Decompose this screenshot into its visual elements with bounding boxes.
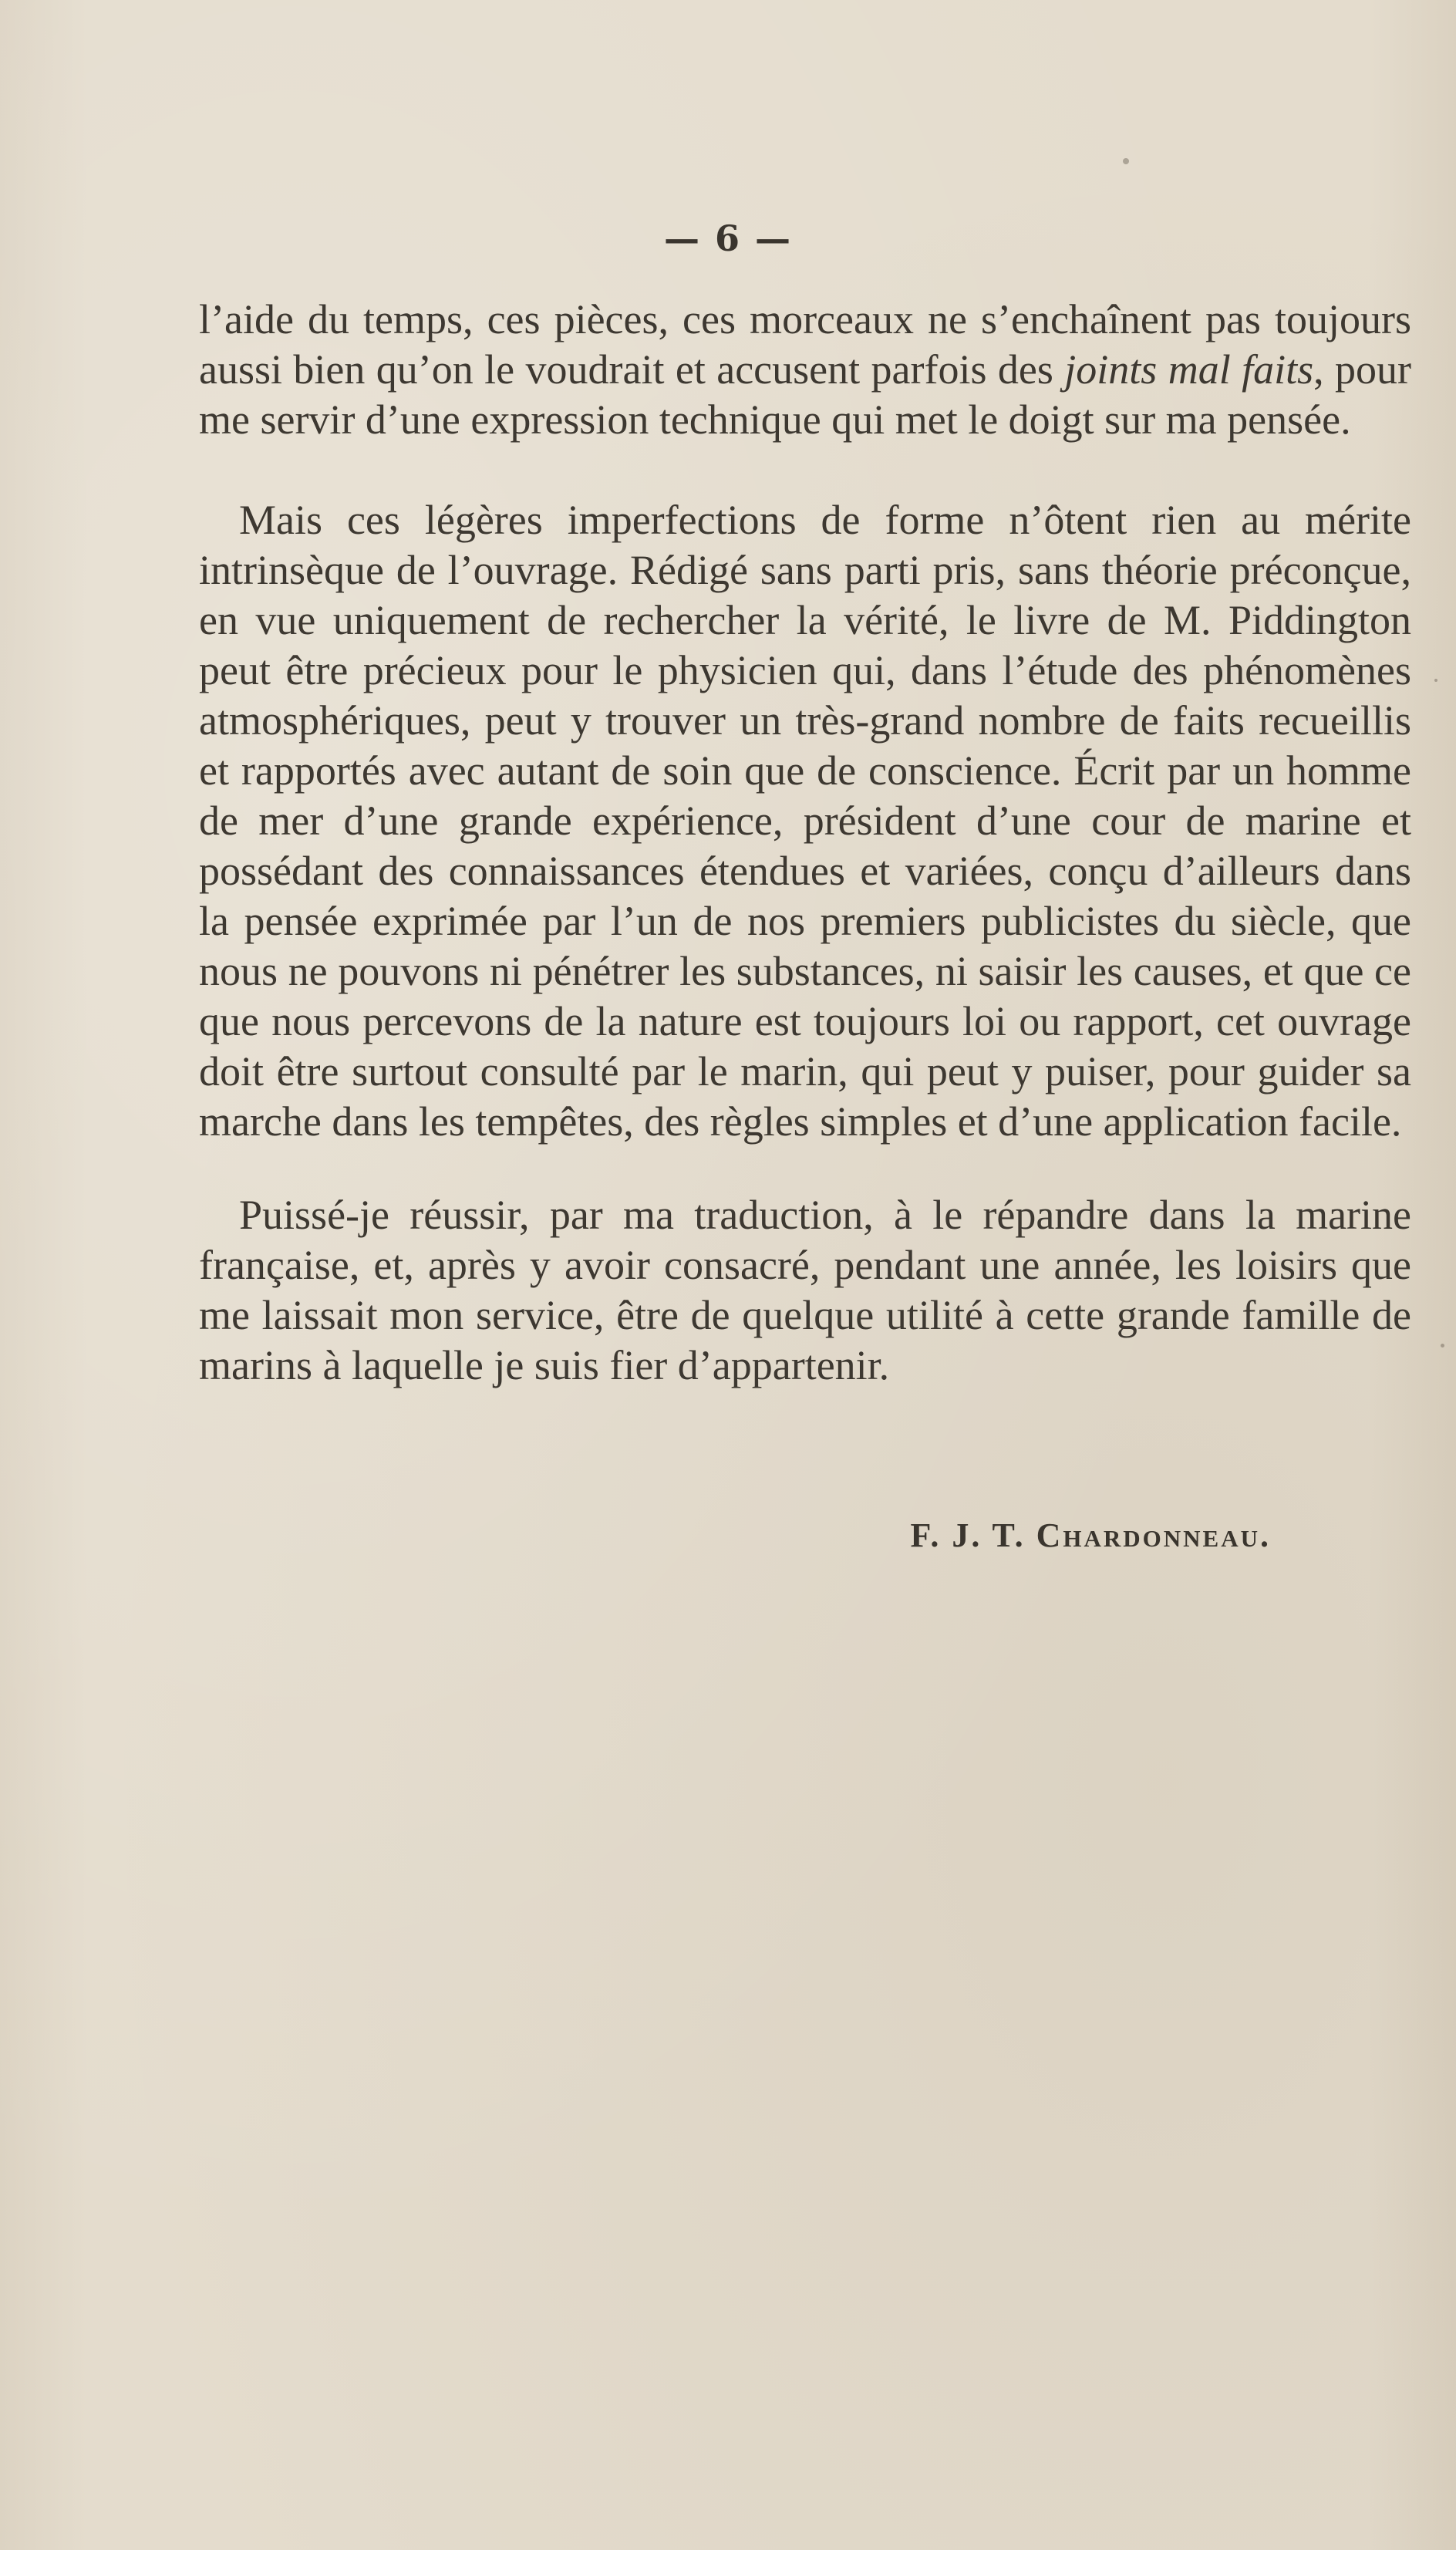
- paragraph-closing: [199, 1190, 1411, 1391]
- paper-speck: [1123, 158, 1129, 164]
- italic-phrase: joints mal faits: [1064, 346, 1314, 393]
- paper-speck: [1441, 1344, 1444, 1348]
- page-number: — 6 —: [663, 218, 793, 259]
- paragraph-continuation: [199, 295, 1411, 445]
- paragraph-body: Puissé-je réussir, par ma traduction, à le répandre dans la marine française, et, après y avoir consacré, pendant une année, les loisirs que me laissait mon service, être de quelque utilité à cette grande famille de marins à laquelle je suis fier d’appartenir.: [199, 1192, 1411, 1388]
- paragraph-text-before-italic: l’aide du temps, ces pièces, ces morceaux ne s’enchaînent pas toujours aussi bien qu’on le voudrait et accusent parfois des: [199, 296, 1411, 393]
- paragraph-text: [199, 1190, 1411, 1391]
- paragraph-text: [199, 495, 1411, 1147]
- paragraph-body: Mais ces légères imperfections de forme n’ôtent rien au mérite intrinsèque de l’ouvrage. Rédigé sans parti pris, sans théorie préconçue, en vue uniquement de rechercher la vérité, le livre de M. Piddington peut être précieux pour le physicien qui, dans l’étude des phénomènes atmosphériques, peut y trouver un très-grand nombre de faits recueillis et rapportés avec autant de soin que de conscience. Écrit par un homme de mer d’une grande expérience, président d’une cour de marine et possédant des connaissances étendues et variées, conçu d’ailleurs dans la pensée exprimée par l’un de nos premiers publicistes du siècle, que nous ne pouvons ni pénétrer les substances, ni saisir les causes, et que ce que nous percevons de la nature est toujours loi ou rapport, cet ouvrage doit être surtout consulté par le marin, qui peut y puiser, pour guider sa marche dans les tempêtes, des règles simples et d’une application facile.: [199, 497, 1411, 1145]
- author-signature: F. J. T. Chardonneau.: [910, 1516, 1271, 1554]
- paragraph-main: [199, 495, 1411, 1147]
- paper-speck: [1434, 679, 1437, 682]
- paragraph-text-after-italic: , pour me servir d’une expression technique qui met le doigt sur ma pensée.: [199, 346, 1412, 443]
- paragraph-text: [199, 295, 1411, 445]
